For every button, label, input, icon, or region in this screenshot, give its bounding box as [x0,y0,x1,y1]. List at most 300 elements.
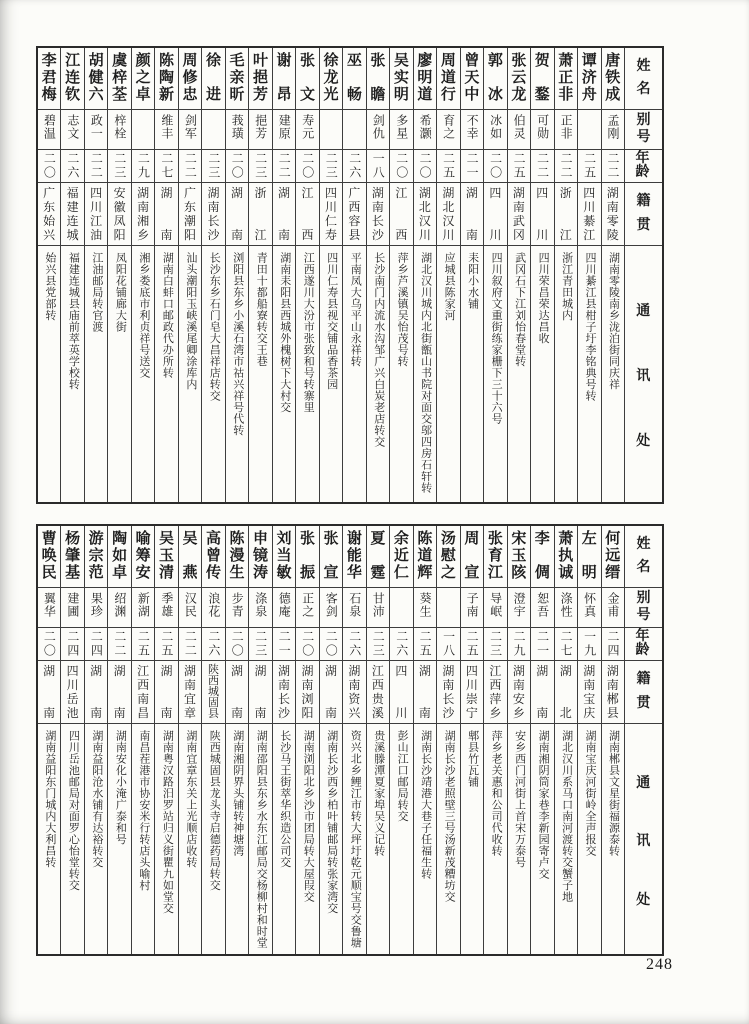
age-text: 二五 [512,152,527,180]
name-text: 谢 昂 [276,53,292,103]
name-text: 刘 当 敏 [276,531,292,581]
native-cell [461,183,483,246]
age-cell [38,150,60,183]
entry-column [131,526,154,954]
alias-text: 正之 [300,592,315,618]
age-cell [132,628,154,661]
header-alias-label: 别 号 [636,113,651,145]
header-name-cell [625,48,662,110]
alias-text: 莪璜 [230,114,245,140]
entry-column [366,48,389,502]
alias-cell [155,588,177,628]
header-name-label: 姓 名 [636,536,651,576]
entry-column [201,526,224,954]
alias-cell [38,110,60,150]
age-cell [555,628,577,661]
age-text: 二三 [112,152,127,180]
entry-column [507,526,530,954]
age-cell [61,150,83,183]
native-text: 江 西 萍 乡 [489,664,502,720]
name-text: 陈 道 辉 [417,531,433,581]
alias-text: 金甫 [606,592,621,618]
address-text: 湖北汉川城内北街甑山书院对面交邬四房石轩转 [419,252,432,494]
name-text: 曾 天 中 [464,53,480,103]
name-text: 陈 陶 新 [159,53,175,103]
name-cell [108,526,130,588]
age-text: 二二 [559,152,574,180]
address-text: 萍乡老关惠和公司代收转 [490,730,503,857]
entry-column [272,526,295,954]
name-text: 张 云 龙 [511,53,527,103]
native-cell [155,183,177,246]
alias-text: 志文 [65,114,80,140]
age-text: 一八 [441,630,456,658]
alias-cell [132,110,154,150]
native-cell [343,661,365,724]
alias-text: 寿元 [300,114,315,140]
name-cell [320,48,342,110]
native-text: 湖 南 [160,664,173,720]
address-cell [437,724,459,954]
address-cell [367,246,389,502]
age-cell [578,628,600,661]
age-text: 二二 [535,152,550,180]
address-cell [108,724,130,954]
address-text: 汕头潮阳玉峡溪尾卿涂库内 [184,252,197,390]
native-cell [132,183,154,246]
native-cell [38,183,60,246]
name-text: 李 倜 [534,531,550,581]
address-cell [555,724,577,954]
alias-text: 步青 [230,592,245,618]
name-cell [38,48,60,110]
address-text: 长沙马王街萃华织造公司交 [278,730,291,868]
age-text: 二六 [206,630,221,658]
native-text: 湖 北 [559,664,572,720]
alias-cell [437,110,459,150]
header-column [624,526,662,954]
native-cell [273,183,295,246]
age-cell [602,150,624,183]
name-cell [61,526,83,588]
alias-cell [508,110,530,150]
address-cell [390,246,412,502]
name-cell [602,526,624,588]
alias-text: 德庵 [277,592,292,618]
native-text: 湖 南 [113,664,126,720]
address-cell [226,724,248,954]
name-cell [85,48,107,110]
address-cell [273,724,295,954]
address-cell [343,246,365,502]
alias-cell [132,588,154,628]
address-cell [226,246,248,502]
age-cell [179,150,201,183]
native-text: 湖 南 [231,186,244,242]
address-text: 始兴县党部转 [43,252,56,321]
alias-cell [367,588,389,628]
name-text: 郭 冰 [487,53,503,103]
alias-text: 导岷 [488,592,503,618]
native-text: 广 东 潮 阳 [184,186,197,242]
header-alias-label: 别 号 [636,591,651,623]
alias-text: 孟刚 [606,114,621,140]
name-cell [155,526,177,588]
name-cell [414,48,436,110]
name-cell [602,48,624,110]
native-text: 湖 北 汉 川 [418,186,431,242]
alias-cell [531,110,553,150]
native-text: 湖 南 [277,186,290,242]
header-column [624,48,662,502]
entry-column [460,48,483,502]
header-native-place-cell [625,183,662,246]
directory-table-top [36,46,664,504]
age-text: 二二 [183,152,198,180]
address-cell [249,724,271,954]
age-cell [414,628,436,661]
address-text: 四川綦江县柑子圩李铭典号转 [584,252,597,402]
name-cell [226,48,248,110]
address-cell [202,246,224,502]
age-text: 二六 [65,152,80,180]
name-cell [273,526,295,588]
native-text: 湖 南 零 陵 [606,186,619,242]
name-cell [578,526,600,588]
entry-column [601,48,624,502]
address-text: 长沙东乡石门皂大昌祥店转交 [208,252,221,402]
native-text: 四 川 崇 宁 [465,664,478,720]
age-text: 一八 [371,152,386,180]
native-cell [108,183,130,246]
native-text: 四 川 仁 寿 [324,186,337,242]
name-cell [484,526,506,588]
native-text: 四 川 岳 池 [66,664,79,720]
alias-cell [602,110,624,150]
address-cell [484,724,506,954]
age-cell [437,628,459,661]
header-address-cell [625,724,662,954]
age-cell [179,628,201,661]
age-cell [555,150,577,183]
address-text: 陕西城固县龙头寺启德药局转交 [208,730,221,891]
alias-cell [249,588,271,628]
entry-column [38,48,60,502]
address-text: 湖南浏阳北乡沙市团局转大屋叚交 [302,730,315,903]
native-text: 湖 南 [465,186,478,242]
native-cell [226,183,248,246]
age-text: 二〇 [42,630,57,658]
age-cell [108,150,130,183]
name-cell [202,526,224,588]
address-text: 安乡西门河街上首宋万泰号 [513,730,526,868]
age-text: 二〇 [300,152,315,180]
entry-column [248,526,271,954]
name-text: 左 明 [581,531,597,581]
alias-text: 客剑 [324,592,339,618]
entry-column [154,526,177,954]
alias-cell [555,110,577,150]
alias-text: 葵生 [418,592,433,618]
entry-column [154,48,177,502]
address-cell [296,246,318,502]
alias-cell [85,588,107,628]
address-cell [437,246,459,502]
age-cell [296,628,318,661]
name-cell [531,526,553,588]
address-cell [414,724,436,954]
alias-cell [155,110,177,150]
name-text: 吴 实 明 [393,53,409,103]
age-cell [461,628,483,661]
alias-text: 恕吾 [535,592,550,618]
name-text: 徐 龙 光 [323,53,339,103]
name-text: 吴 玉 清 [159,531,175,581]
age-text: 二三 [206,152,221,180]
native-text: 湖 南 长 沙 [277,664,290,720]
address-text: 湖南长沙靖港大巷子任福生转 [419,730,432,880]
name-text: 李 君 梅 [41,53,57,103]
address-cell [61,724,83,954]
entry-column [342,48,365,502]
age-cell [484,150,506,183]
native-cell [38,661,60,724]
name-cell [296,48,318,110]
age-text: 二二 [112,630,127,658]
header-age-label: 年 龄 [635,629,652,658]
name-cell [437,526,459,588]
name-text: 吴 燕 [182,531,198,581]
age-text: 二三 [324,152,339,180]
age-cell [249,150,271,183]
alias-text: 育之 [441,114,456,140]
native-text: 湖 南 [418,664,431,720]
native-text: 湖 南 [160,186,173,242]
address-cell [508,246,530,502]
address-cell [108,246,130,502]
entry-column [178,526,201,954]
age-text: 二〇 [42,152,57,180]
age-cell [508,150,530,183]
native-cell [179,183,201,246]
entry-column [483,526,506,954]
alias-text: 新湖 [136,592,151,618]
alias-text: 涤泉 [253,592,268,618]
alias-cell [343,588,365,628]
age-cell [155,150,177,183]
native-text: 浙 江 [559,186,572,242]
entry-column [60,48,83,502]
native-cell [367,661,389,724]
name-cell [461,526,483,588]
age-cell [531,628,553,661]
native-text: 湖 南 长 沙 [371,186,384,242]
alias-cell [179,110,201,150]
entry-column [460,526,483,954]
age-text: 二〇 [230,152,245,180]
address-cell [85,724,107,954]
alias-cell [367,110,389,150]
age-cell [226,628,248,661]
alias-cell [555,588,577,628]
age-cell [273,150,295,183]
native-text: 湖 南 宝 庆 [583,664,596,720]
native-cell [155,661,177,724]
native-text: 湖 南 [90,664,103,720]
name-text: 汤 慰 之 [440,531,456,581]
address-text: 武冈石下江刘怡春堂转 [513,252,526,367]
native-cell [531,183,553,246]
address-text: 湖南益阳沧水铺有达裕转交 [90,730,103,868]
header-native-place-label: 籍 贯 [636,194,651,233]
age-cell [202,150,224,183]
alias-text: 多星 [394,114,409,140]
address-cell [61,246,83,502]
address-text: 湖南宝庆河街岭全声报交 [584,730,597,857]
address-cell [602,724,624,954]
name-cell [390,526,412,588]
header-address-label: 通 讯 处 [636,304,651,449]
age-text: 二七 [559,630,574,658]
native-cell [296,661,318,724]
alias-text: 希灏 [418,114,433,140]
native-cell [367,183,389,246]
name-text: 萧 执 诚 [558,531,574,581]
alias-cell [108,110,130,150]
address-text: 资兴北乡鲤江市转大坪圩乾元顺宝号交鲁塘 [349,730,362,949]
entry-column [366,526,389,954]
name-text: 曹 唤 民 [41,531,57,581]
address-text: 四川荣昌荣达昌收 [537,252,550,344]
native-cell [296,183,318,246]
alias-text: 剑军 [183,114,198,140]
name-text: 周 道 行 [440,53,456,103]
address-text: 四川仁寿县视交铺品香茶园 [325,252,338,390]
name-text: 江 连 钦 [65,53,81,103]
native-cell [273,661,295,724]
address-text: 贵溪滕潭夏家埠吴义记转 [372,730,385,857]
entry-column [319,48,342,502]
alias-cell [390,110,412,150]
address-text: 江油邮局转官渡 [90,252,103,333]
native-text: 陕 西 城 固 县 [208,664,220,720]
native-cell [390,661,412,724]
age-text: 二三 [253,152,268,180]
alias-text: 梓栓 [112,114,127,140]
address-text: 凤阳花铺廊大街 [114,252,127,333]
alias-text: 翼华 [42,592,57,618]
alias-text: 果珍 [89,592,104,618]
name-text: 胡 健 六 [88,53,104,103]
name-cell [508,48,530,110]
address-cell [179,246,201,502]
age-cell [320,150,342,183]
address-text: 耒阳小水铺 [466,252,479,310]
native-cell [343,183,365,246]
name-cell [38,526,60,588]
address-cell [531,724,553,954]
entry-column [60,526,83,954]
address-cell [578,724,600,954]
native-text: 湖 南 [231,664,244,720]
alias-cell [531,588,553,628]
native-cell [249,661,271,724]
native-text: 福 建 连 城 [66,186,79,242]
entry-column [225,48,248,502]
native-cell [320,661,342,724]
entry-column [319,526,342,954]
name-cell [343,526,365,588]
address-text: 湖南郴县文星街福源泰转 [607,730,620,857]
entry-column [436,48,459,502]
name-text: 申 镜 涛 [252,531,268,581]
address-text: 应城县陈家河 [443,252,456,321]
age-text: 二〇 [230,630,245,658]
alias-cell [437,588,459,628]
age-text: 二七 [159,152,174,180]
entry-column [107,526,130,954]
name-cell [249,526,271,588]
name-text: 张 宣 [323,531,339,581]
age-cell [320,628,342,661]
native-text: 湖 南 [254,664,267,720]
entry-column [201,48,224,502]
age-text: 二〇 [300,630,315,658]
native-text: 江 西 贵 溪 [371,664,384,720]
alias-cell [320,588,342,628]
address-cell [414,246,436,502]
age-text: 二四 [606,630,621,658]
alias-text: 剑仇 [371,114,386,140]
age-cell [390,150,412,183]
native-text: 湖 南 安 乡 [512,664,525,720]
age-cell [108,628,130,661]
name-cell [155,48,177,110]
native-cell [61,183,83,246]
alias-cell [108,588,130,628]
name-cell [61,48,83,110]
age-text: 二五 [465,630,480,658]
address-text: 湖南益阳东门城内大利昌转 [43,730,56,868]
entry-column [342,526,365,954]
name-cell [85,526,107,588]
address-text: 郫县竹瓦铺 [466,730,479,788]
native-text: 湖 南 宜 章 [184,664,197,720]
name-text: 毛 亲 昕 [229,53,245,103]
native-cell [85,661,107,724]
alias-cell [343,110,365,150]
alias-cell [249,110,271,150]
name-text: 虞 梓 荃 [112,53,128,103]
native-text: 广 东 始 兴 [43,186,56,242]
age-cell [249,628,271,661]
age-cell [61,628,83,661]
address-cell [296,724,318,954]
age-cell [296,150,318,183]
alias-text: 建圃 [65,592,80,618]
age-text: 二六 [394,630,409,658]
age-text: 二九 [512,630,527,658]
name-text: 余 近 仁 [393,531,409,581]
native-cell [555,183,577,246]
alias-cell [414,110,436,150]
address-cell [202,724,224,954]
address-text: 湖南宜章东关上光顺店收转 [184,730,197,868]
alias-cell [461,110,483,150]
alias-text: 涤性 [559,592,574,618]
native-text: 湖 南 武 冈 [512,186,525,242]
address-cell [343,724,365,954]
